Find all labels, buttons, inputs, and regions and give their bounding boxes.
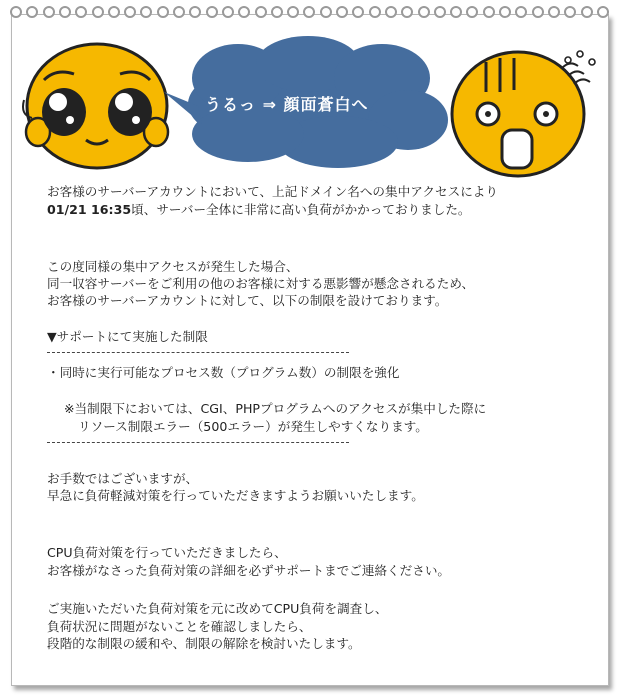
para2-line3: お客様のサーバーアカウントに対して、以下の制限を設けております。: [47, 293, 448, 308]
para1-line2: [47, 202, 471, 218]
spiral-ring: [401, 6, 413, 18]
teary-face-icon: [22, 40, 172, 172]
spiral-ring: [140, 6, 152, 18]
spiral-ring: [434, 6, 446, 18]
spiral-ring: [369, 6, 381, 18]
spiral-ring: [238, 6, 250, 18]
spiral-ring: [418, 6, 430, 18]
shocked-face-icon: [440, 40, 606, 180]
spiral-ring: [173, 6, 185, 18]
para2-line1: この度同様の集中アクセスが発生した場合、: [47, 259, 299, 274]
spiral-ring: [189, 6, 201, 18]
spiral-ring: [385, 6, 397, 18]
spiral-rings: [10, 4, 610, 22]
section-heading: ▼サポートにて実施した制限: [47, 329, 208, 344]
note-line1: ※当制限下においては、CGI、PHPプログラムへのアクセスが集中した際に: [64, 401, 487, 416]
para4-line2: お客様がなさった負荷対策の詳細を必ずサポートまでご連絡ください。: [47, 563, 450, 578]
para3-line2: 早急に負荷軽減対策を行っていただきますようお願いいたします。: [47, 488, 424, 503]
para4-line1: CPU負荷対策を行っていただきましたら、: [47, 545, 287, 560]
spiral-ring: [59, 6, 71, 18]
spiral-ring: [43, 6, 55, 18]
para2-line2: 同一収容サーバーをご利用の他のお客様に対する悪影響が懸念されるため、: [47, 276, 475, 291]
spiral-ring: [157, 6, 169, 18]
para1-line2-rest: 頃、サーバー全体に非常に高い負荷がかかっておりました。: [131, 202, 471, 217]
note-line2: リソース制限エラー（500エラー）が発生しやすくなります。: [78, 419, 428, 434]
spiral-ring: [320, 6, 332, 18]
spiral-ring: [515, 6, 527, 18]
para5-line1: ご実施いただいた負荷対策を元に改めてCPU負荷を調査し、: [47, 601, 388, 616]
spiral-ring: [564, 6, 576, 18]
spiral-ring: [499, 6, 511, 18]
spiral-ring: [336, 6, 348, 18]
spiral-ring: [92, 6, 104, 18]
divider-top: [47, 352, 349, 353]
incident-datetime: 01/21 16:35: [47, 202, 132, 217]
spiral-ring: [26, 6, 38, 18]
spiral-ring: [255, 6, 267, 18]
spiral-ring: [450, 6, 462, 18]
para3-line1: お手数ではございますが、: [47, 471, 199, 486]
spiral-ring: [597, 6, 609, 18]
spiral-ring: [222, 6, 234, 18]
spiral-ring: [483, 6, 495, 18]
banner-text: うるっ ⇒ 顔面蒼白へ: [205, 95, 369, 114]
divider-bottom: [47, 442, 349, 443]
spiral-ring: [352, 6, 364, 18]
spiral-ring: [581, 6, 593, 18]
spiral-ring: [466, 6, 478, 18]
restriction-item: ・同時に実行可能なプロセス数（プログラム数）の制限を強化: [47, 365, 400, 380]
spiral-ring: [124, 6, 136, 18]
spiral-ring: [206, 6, 218, 18]
spiral-ring: [271, 6, 283, 18]
spiral-ring: [10, 6, 22, 18]
spiral-ring: [532, 6, 544, 18]
spiral-ring: [303, 6, 315, 18]
para5-line2: 負荷状況に問題がないことを確認しましたら、: [47, 619, 312, 634]
para1-line1: お客様のサーバーアカウントにおいて、上記ドメイン名への集中アクセスにより: [47, 184, 498, 199]
para5-line3: 段階的な制限の緩和や、制限の解除を検討いたします。: [47, 636, 361, 651]
spiral-ring: [75, 6, 87, 18]
spiral-ring: [287, 6, 299, 18]
spiral-ring: [108, 6, 120, 18]
spiral-ring: [548, 6, 560, 18]
